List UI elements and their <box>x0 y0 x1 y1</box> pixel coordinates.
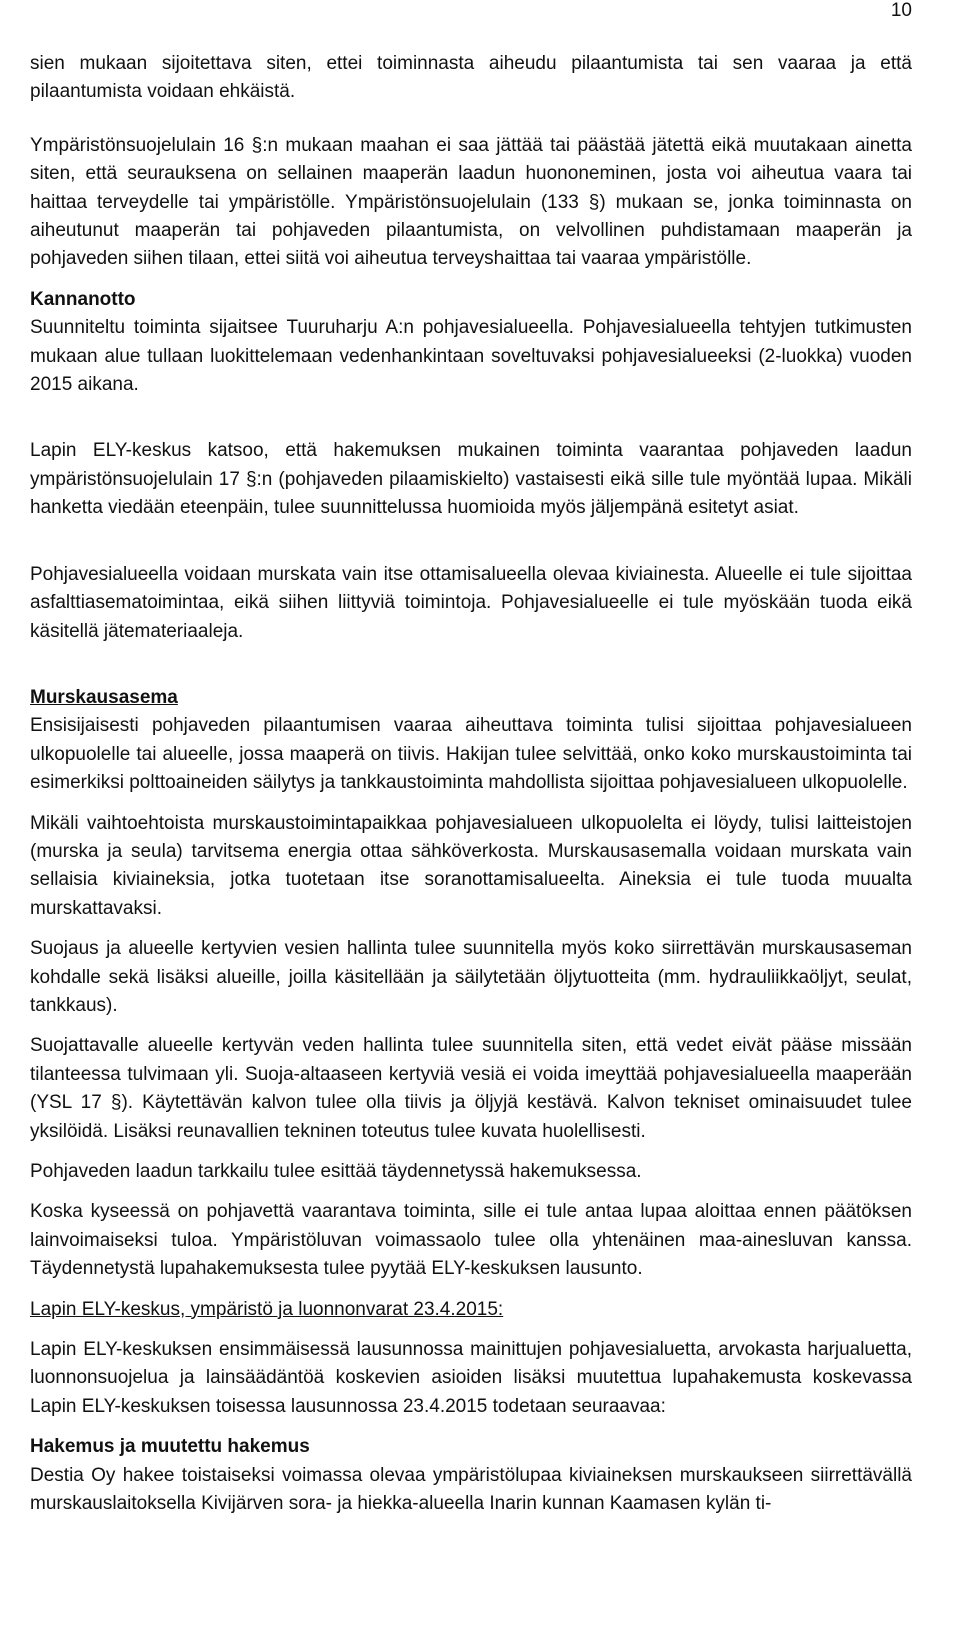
section-heading: Kannanotto <box>30 288 136 310</box>
paragraph: Lapin ELY-keskuksen ensimmäisessä lausunnossa mainittujen pohjavesialuetta, arvokasta harjualuetta, luonnonsuojelua ja lainsäädäntöä koskevien asioiden lisäksi muutettua lupahakemusta koskevassa Lapin ELY-keskuksen toisessa lausunnossa 23.4.2015 todetaan seuraavaa: <box>30 1339 912 1417</box>
paragraph: Pohjavesialueella voidaan murskata vain itse ottamisalueella olevaa kiviainesta. Alueelle ei tule sijoittaa asfalttiasematoimintaa, eikä siihen liittyviä toimintoja. Pohjavesialueelle ei tule myöskään tuoda eikä käsitellä jätemateriaaleja. <box>30 563 912 642</box>
paragraph: Suunniteltu toiminta sijaitsee Tuuruharju A:n pohjavesialueella. Pohjavesialueella tehtyjen tutkimusten mukaan alue tullaan luokittelemaan vedenhankintaan soveltuvaksi pohjavesialueeksi (2-luokka) vuoden 2015 aikana. <box>30 317 912 396</box>
paragraph: Ensisijaisesti pohjaveden pilaantumisen vaaraa aiheuttava toiminta tulisi sijoittaa pohjavesialueen ulkopuolelle tai alueelle, jossa maaperä on tiivis. Hakijan tulee selvittää, onko koko murskaustoiminta tai esimerkiksi polttoaineiden säilytys ja tankkaustoiminta mahdollista sijoittaa pohjavesialueen ulkopuolelle. <box>30 715 912 794</box>
page-number: 10 <box>890 0 912 21</box>
paragraph: Lapin ELY-keskus katsoo, että hakemuksen mukainen toiminta vaarantaa pohjaveden laadun ympäristönsuojelulain 17 §:n (pohjaveden pilaamiskielto) vastaisesti eikä sille tule myöntää lupaa. Mikäli hanketta viedään eteenpäin, tulee suunnittelussa huomioida myös jäljempänä esitetyt asiat. <box>30 440 912 519</box>
paragraph: Destia Oy hakee toistaiseksi voimassa olevaa ympäristölupaa kiviaineksen murskaukseen siirrettävällä murskauslaitoksella Kivijärven sora- ja hiekka-alueella Inarin kunnan Kaamasen kylän ti- <box>30 1464 912 1515</box>
paragraph: Pohjaveden laadun tarkkailu tulee esittää täydennetyssä hakemuksessa. <box>30 1161 642 1182</box>
section-heading: Hakemus ja muutettu hakemus <box>30 1436 310 1458</box>
paragraph: Koska kyseessä on pohjavettä vaarantava toiminta, sille ei tule antaa lupaa aloittaa ennen päätöksen lainvoimaiseksi tuloa. Ympäristöluvan voimassaolo tulee olla yhtenäinen maa-ainesluvan kanssa. Täydennetystä lupahakemuksesta tulee pyytää ELY-keskuksen lausunto. <box>30 1201 912 1280</box>
paragraph: Suojattavalle alueelle kertyvän veden hallinta tulee suunnitella siten, että vedet eivät pääse missään tilanteessa tulvimaan yli. Suoja-altaaseen kertyviä vesiä ei voida imeyttää pohjavesialueella maaperään (YSL 17 §). Käytettävän kalvon tulee olla tiivis ja öljyjä kestävä. Kalvon tekniset ominaisuudet tulee yksilöidä. Lisäksi reunavallien tekninen toteutus tulee kuvata huolellisesti. <box>30 1035 912 1142</box>
paragraph: Suojaus ja alueelle kertyvien vesien hallinta tulee suunnitella myös koko siirrettävän murskausaseman kohdalle sekä lisäksi alueille, joilla käsitellään ja säilytetään öljytuotteita (mm. hydrauliikkaöljyt, seulat, tankkaus). <box>30 938 912 1016</box>
paragraph: Mikäli vaihtoehtoista murskaustoimintapaikkaa pohjavesialueen ulkopuolelta ei löydy, tulisi laitteistojen (murska ja seula) tarvitsema energia ottaa sähköverkosta. Murskausasemalla voidaan murskata vain sellaisia kiviaineksia, jotka tuotetaan itse soranottamisalueelta. Aineksia ei tule tuoda muualta murskattavaksi. <box>30 812 912 919</box>
document-body <box>30 50 912 1518</box>
paragraph: Lapin ELY-keskus, ympäristö ja luonnonvarat 23.4.2015: <box>30 1298 504 1320</box>
paragraph: sien mukaan sijoitettava siten, ettei toiminnasta aiheudu pilaantumista tai sen vaaraa ja että pilaantumista voidaan ehkäistä. <box>30 53 912 103</box>
section-heading: Murskausasema <box>30 686 178 708</box>
paragraph: Ympäristönsuojelulain 16 §:n mukaan maahan ei saa jättää tai päästää jätettä eikä muutakaan ainetta siten, että seurauksena on sellainen maaperän laadun huononeminen, josta voi aiheutua vaara tai haittaa terveydelle tai ympäristölle. Ympäristönsuojelulain (133 §) mukaan se, jonka toiminnasta on aiheutunut maaperän tai pohjaveden pilaantumista, on velvollinen puhdistamaan maaperän ja pohjaveden siihen tilaan, ettei siitä voi aiheutua terveyshaittaa tai vaaraa ympäristölle. <box>30 134 912 270</box>
